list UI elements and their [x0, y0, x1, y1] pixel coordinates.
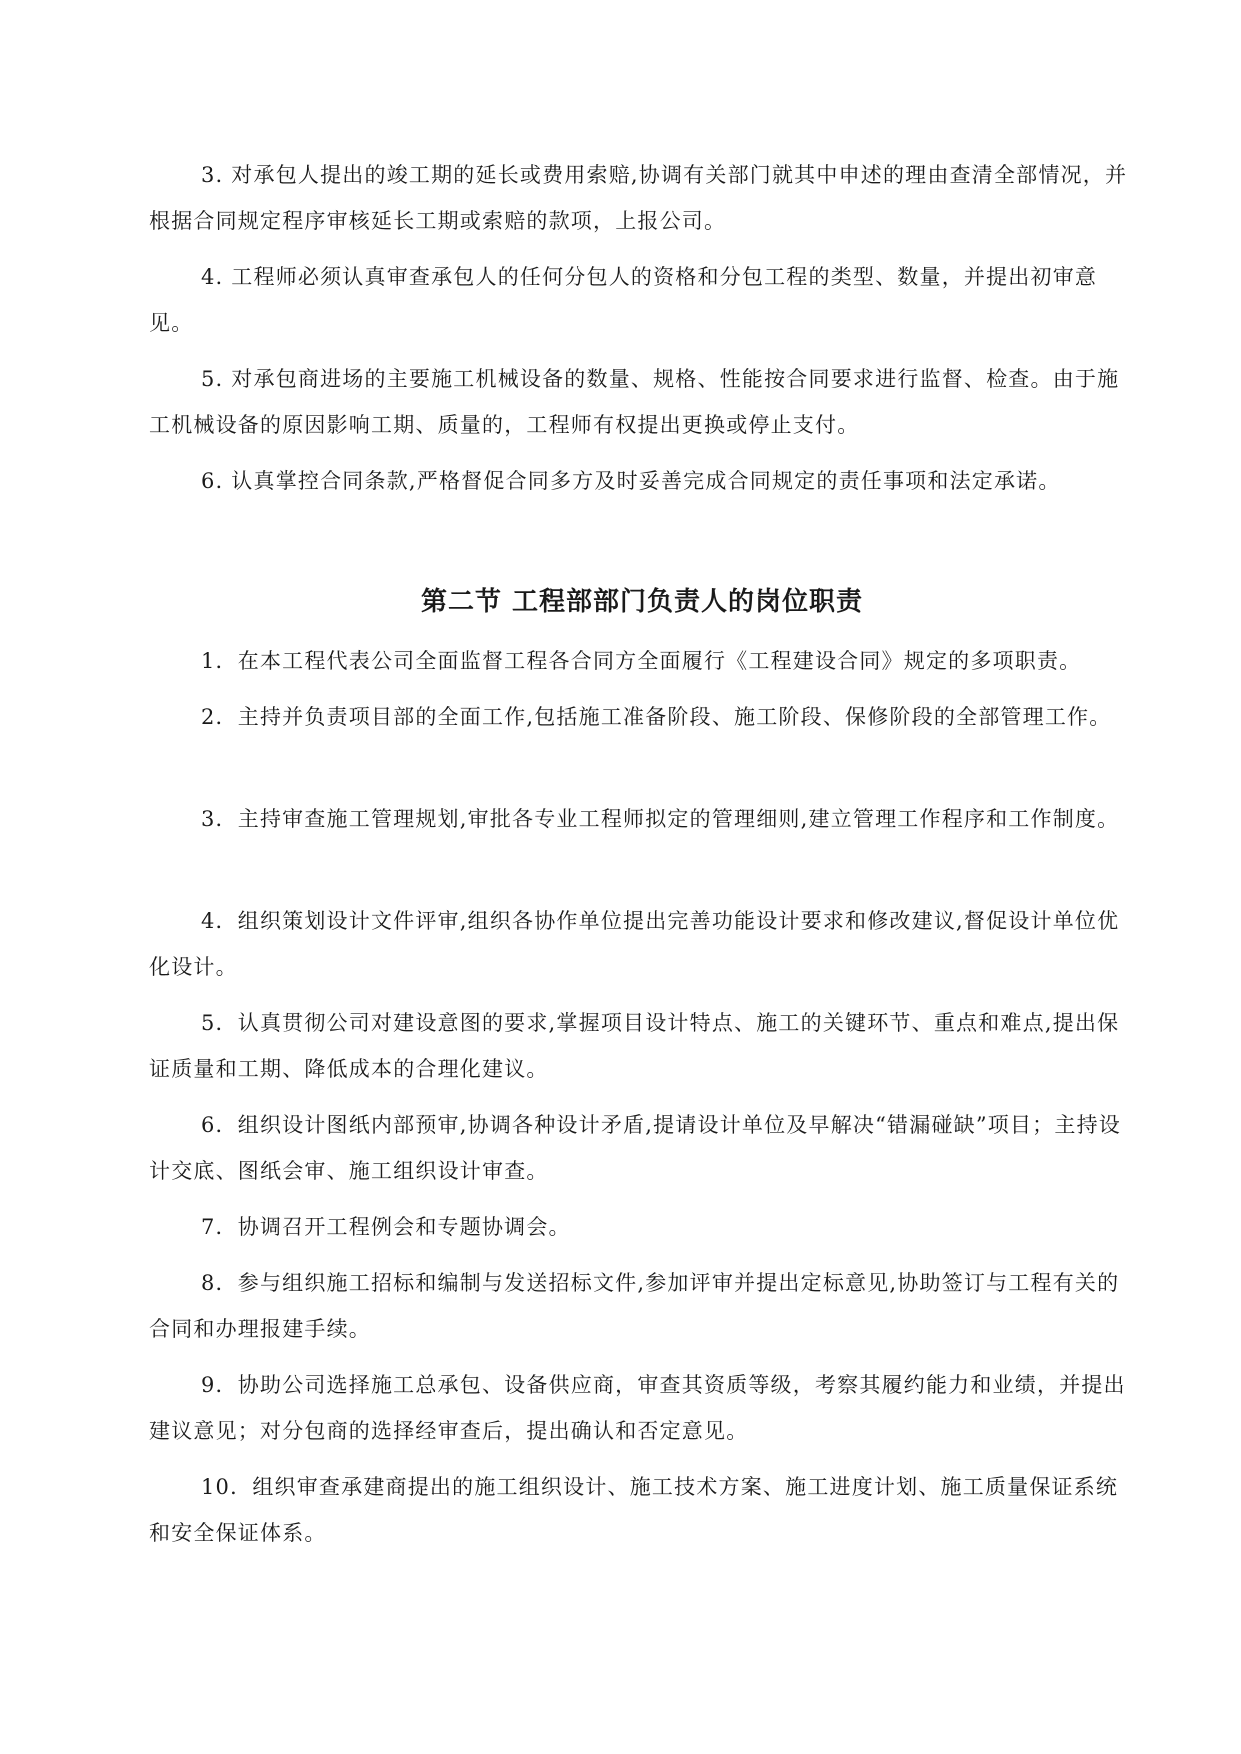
- paragraph-item-3: 3. 对承包人提出的竣工期的延长或费用索赔,协调有关部门就其中申述的理由查清全部情况，并根据合同规定程序审核延长工期或索赔的款项，上报公司。: [149, 163, 1128, 233]
- duty-item-9: 9．协助公司选择施工总承包、设备供应商，审查其资质等级，考察其履约能力和业绩，并提出建议意见；对分包商的选择经审查后，提出确认和否定意见。: [149, 1373, 1126, 1443]
- duty-item-5: 5．认真贯彻公司对建设意图的要求,掌握项目设计特点、施工的关键环节、重点和难点,提出保证质量和工期、降低成本的合理化建议。: [149, 1011, 1120, 1081]
- duty-item-4: 4．组织策划设计文件评审,组织各协作单位提出完善功能设计要求和修改建议,督促设计单位优化设计。: [149, 909, 1120, 979]
- duty-item-6: 6．组织设计图纸内部预审,协调各种设计矛盾,提请设计单位及早解决“错漏碰缺”项目；主持设计交底、图纸会审、施工组织设计审查。: [149, 1113, 1121, 1183]
- paragraph-item-5: 5. 对承包商进场的主要施工机械设备的数量、规格、性能按合同要求进行监督、检查。由于施工机械设备的原因影响工期、质量的，工程师有权提出更换或停止支付。: [149, 367, 1120, 437]
- duty-item-8: 8．参与组织施工招标和编制与发送招标文件,参加评审并提出定标意见,协助签订与工程有关的合同和办理报建手续。: [149, 1271, 1120, 1341]
- duty-item-1: 1．在本工程代表公司全面监督工程各合同方全面履行《工程建设合同》规定的多项职责。: [201, 649, 1082, 673]
- duty-item-7: 7．协调召开工程例会和专题协调会。: [201, 1215, 571, 1239]
- paragraph-item-4: 4. 工程师必须认真审查承包人的任何分包人的资格和分包工程的类型、数量，并提出初审意见。: [149, 265, 1098, 335]
- paragraph-item-6: 6. 认真掌控合同条款,严格督促合同多方及时妥善完成合同规定的责任事项和法定承诺。: [201, 469, 1061, 493]
- duty-item-3: 3．主持审查施工管理规划,审批各专业工程师拟定的管理细则,建立管理工作程序和工作制度。: [201, 807, 1120, 831]
- duty-item-10: 10．组织审查承建商提出的施工组织设计、施工技术方案、施工进度计划、施工质量保证系统和安全保证体系。: [149, 1475, 1119, 1545]
- duty-item-2: 2．主持并负责项目部的全面工作,包括施工准备阶段、施工阶段、保修阶段的全部管理工作。: [201, 705, 1112, 729]
- section-heading: 第二节 工程部部门负责人的岗位职责: [420, 587, 864, 617]
